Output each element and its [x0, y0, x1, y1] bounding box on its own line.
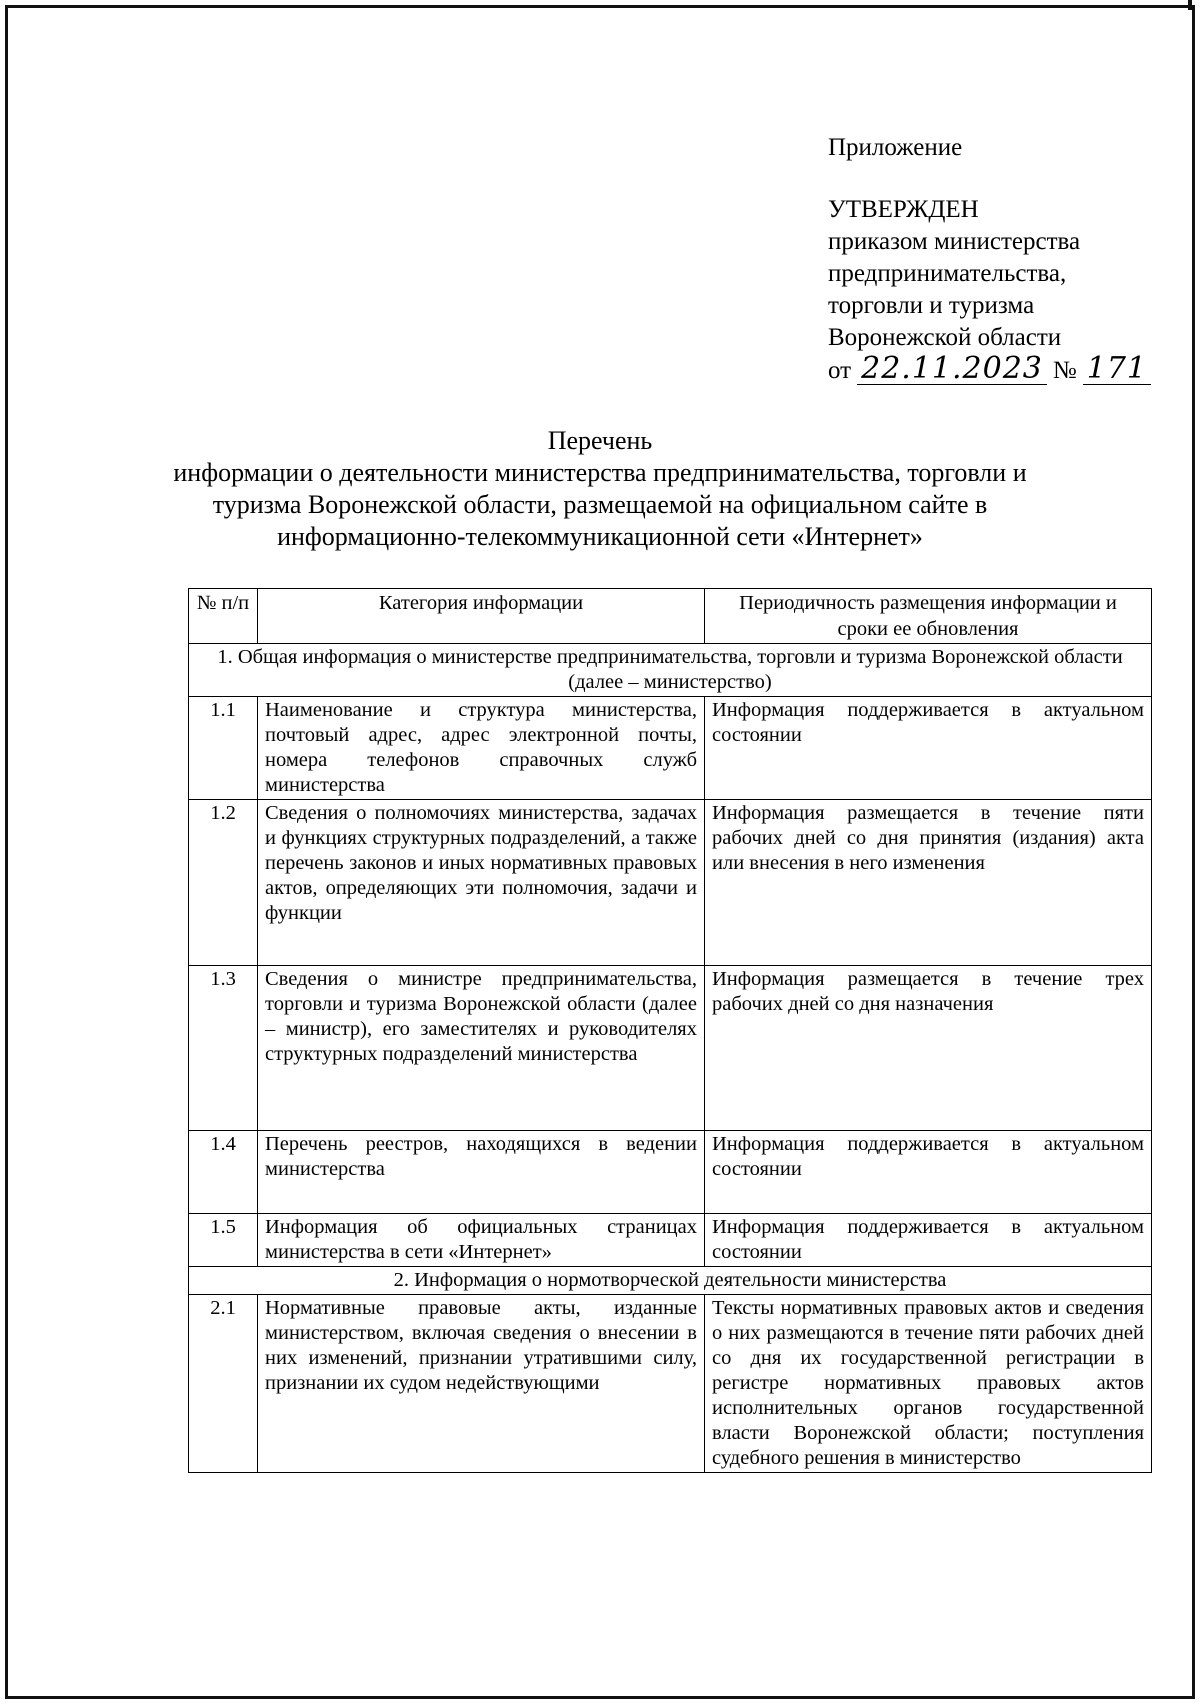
table-row	[189, 800, 1152, 966]
row-category: Сведения о министре предпринимательства, торговли и туризма Воронежской области (далее – министр), его заместителях и руководителях структурных подразделений министерства	[258, 966, 705, 1131]
table-header-row	[189, 589, 1152, 644]
approved-label: УТВЕРЖДЕН	[828, 196, 979, 223]
date-prefix: от	[828, 357, 852, 384]
handwritten-date: 22.11.2023	[857, 354, 1047, 385]
appendix-label: Приложение	[828, 134, 963, 161]
title-line: информационно-телекоммуникационной сети «Интернет»	[277, 522, 923, 551]
table-row	[189, 1131, 1152, 1214]
row-category: Нормативные правовые акты, изданные министерством, включая сведения о внесении в них изменений, признании утратившими силу, признании их судом недействующими	[258, 1295, 705, 1473]
title-line: туризма Воронежской области, размещаемой на официальном сайте в	[212, 490, 988, 519]
header-num: № п/п	[189, 589, 258, 644]
table-row	[189, 697, 1152, 800]
header-category: Категория информации	[258, 589, 705, 644]
approval-line: предпринимательства,	[828, 260, 1067, 287]
approval-block	[828, 132, 1151, 387]
row-periodicity: Информация поддерживается в актуальном состоянии	[705, 1214, 1152, 1267]
information-table	[188, 588, 1152, 1473]
title-heading: Перечень	[547, 426, 653, 455]
number-prefix: №	[1052, 357, 1077, 384]
approval-line: приказом министерства	[828, 228, 1081, 255]
row-category: Наименование и структура министерства, почтовый адрес, адрес электронной почты, номера телефонов справочных служб министерства	[258, 697, 705, 800]
section-row	[189, 644, 1152, 697]
row-category: Информация об официальных страницах министерства в сети «Интернет»	[258, 1214, 705, 1267]
scan-mark	[1188, 0, 1192, 10]
row-periodicity: Информация размещается в течение пяти рабочих дней со дня принятия (издания) акта или внесения в него изменения	[705, 800, 1152, 966]
table-row	[189, 966, 1152, 1131]
table-row	[189, 1295, 1152, 1473]
row-category: Перечень реестров, находящихся в ведении министерства	[258, 1131, 705, 1214]
handwritten-number: 171	[1083, 354, 1151, 385]
row-number: 1.2	[189, 800, 258, 966]
table-row	[189, 1214, 1152, 1267]
row-periodicity: Информация поддерживается в актуальном состоянии	[705, 697, 1152, 800]
row-number: 1.1	[189, 697, 258, 800]
title-line: информации о деятельности министерства предпринимательства, торговли и	[173, 458, 1027, 487]
row-number: 1.4	[189, 1131, 258, 1214]
section-title: 2. Информация о нормотворческой деятельности министерства	[189, 1267, 1152, 1295]
row-periodicity: Информация поддерживается в актуальном состоянии	[705, 1131, 1152, 1214]
section-title: 1. Общая информация о министерстве предпринимательства, торговли и туризма Воронежской области (далее – министерство)	[189, 644, 1152, 697]
document-title	[0, 425, 1200, 553]
section-row	[189, 1267, 1152, 1295]
row-number: 1.5	[189, 1214, 258, 1267]
approval-line: Воронежской области	[828, 324, 1062, 351]
date-number-line	[828, 351, 1151, 387]
row-periodicity: Информация размещается в течение трех рабочих дней со дня назначения	[705, 966, 1152, 1131]
row-category: Сведения о полномочиях министерства, задачах и функциях структурных подразделений, а также перечень законов и иных нормативных правовых актов, определяющих эти полномочия, задачи и функции	[258, 800, 705, 966]
row-number: 1.3	[189, 966, 258, 1131]
approval-line: торговли и туризма	[828, 292, 1035, 319]
row-number: 2.1	[189, 1295, 258, 1473]
header-periodicity: Периодичность размещения информации и сроки ее обновления	[705, 589, 1152, 644]
row-periodicity: Тексты нормативных правовых актов и сведения о них размещаются в течение пяти рабочих дней со дня их государственной регистрации в регистре нормативных правовых актов исполнительных органов государственной власти Воронежской области; поступления судебного решения в министерство	[705, 1295, 1152, 1473]
